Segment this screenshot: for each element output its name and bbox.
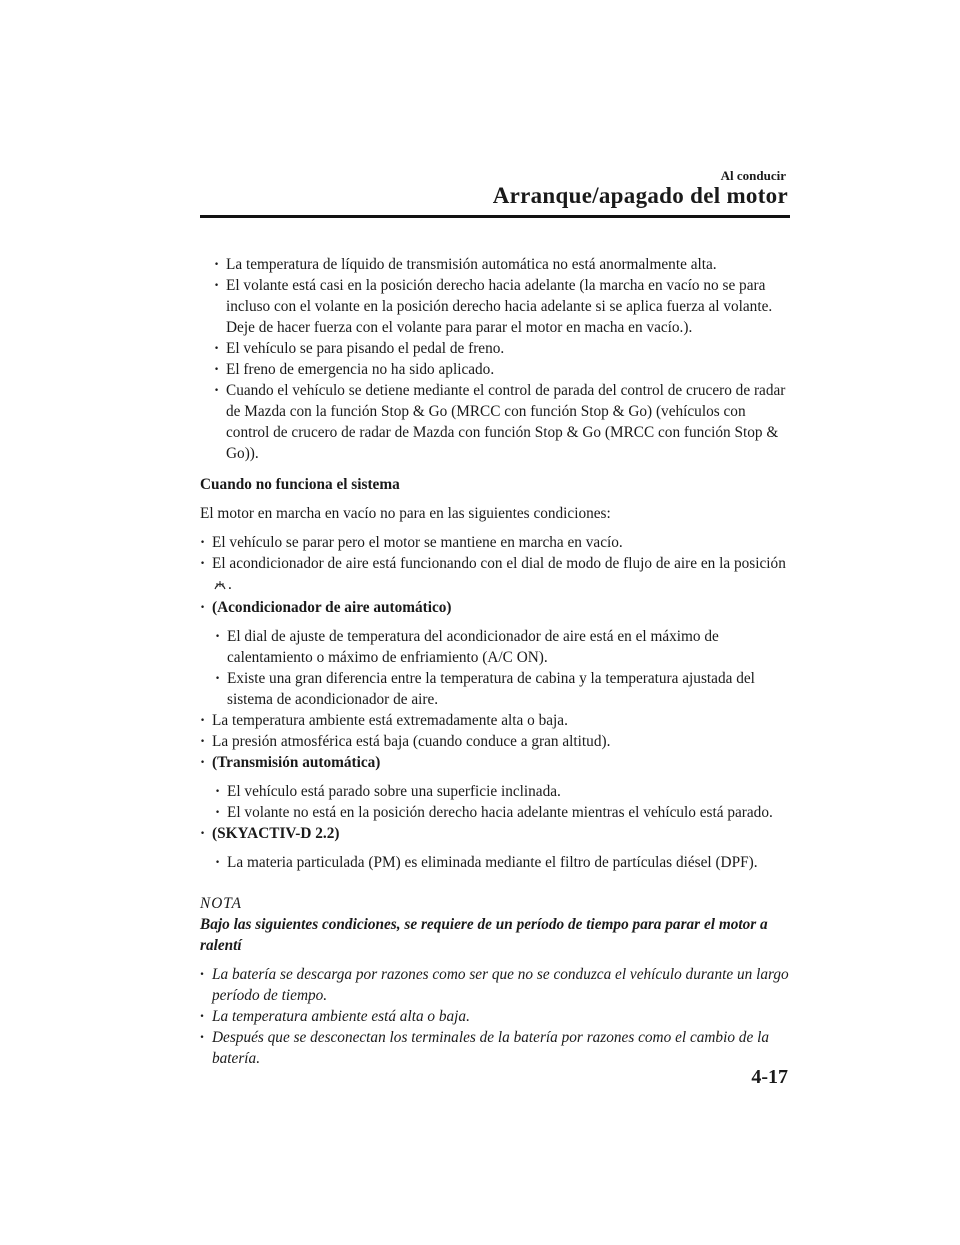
list-item-text: El acondicionador de aire está funcionando con el dial de modo de flujo de aire en la posición bbox=[212, 555, 786, 572]
list-item: · El volante está casi en la posición derecho hacia adelante (la marcha en vacío no se para incluso con el volante en la posición derecho hacia adelante si se aplica fuerza al volante. Deje de hacer fuerza con el volante para parar el motor en macha en vacío.). bbox=[226, 275, 792, 338]
page-content bbox=[200, 254, 792, 1069]
list-subitem: · La materia particulada (PM) es eliminada mediante el filtro de partículas diésel (DPF). bbox=[227, 852, 792, 873]
list-item: · La temperatura ambiente está extremadamente alta o baja. bbox=[212, 710, 792, 731]
list-item: · Cuando el vehículo se detiene mediante el control de parada del control de crucero de radar de Mazda con la función Stop & Go (MRCC con función Stop & Go) (vehículos con control de crucero de radar de Mazda con función Stop & Go (MRCC con función Stop & Go)). bbox=[226, 380, 792, 464]
header-divider bbox=[200, 215, 790, 218]
note-item: · La temperatura ambiente está alta o baja. bbox=[212, 1006, 792, 1027]
list-item: · El freno de emergencia no ha sido aplicado. bbox=[226, 359, 792, 380]
defroster-icon bbox=[213, 576, 227, 597]
list-subitem: · El volante no está en la posición derecho hacia adelante mientras el vehículo está parado. bbox=[227, 802, 792, 823]
list-item: · El vehículo se para pisando el pedal de freno. bbox=[226, 338, 792, 359]
section-label: Al conducir bbox=[720, 168, 786, 183]
section-heading: Cuando no funciona el sistema bbox=[200, 476, 400, 493]
list-subitem: · El dial de ajuste de temperatura del acondicionador de aire está en el máximo de calentamiento o máximo de enfriamiento (A/C ON). bbox=[227, 626, 792, 668]
list-subitem: · Existe una gran diferencia entre la temperatura de cabina y la temperatura ajustada del sistema de acondicionador de aire. bbox=[227, 668, 792, 710]
list-item bbox=[212, 553, 792, 597]
list-item-heading: · (SKYACTIV-D 2.2) bbox=[212, 823, 792, 844]
note-text: Bajo las siguientes condiciones, se requiere de un período de tiempo para parar el motor a ralentí bbox=[200, 916, 768, 954]
list-item-heading: · (Transmisión automática) bbox=[212, 752, 792, 773]
note-label: NOTA bbox=[200, 895, 242, 912]
list-item-heading: · (Acondicionador de aire automático) bbox=[212, 597, 792, 618]
note-item: · Después que se desconectan los terminales de la batería por razones como el cambio de la batería. bbox=[212, 1027, 792, 1069]
list-item: · El vehículo se parar pero el motor se mantiene en marcha en vacío. bbox=[212, 532, 792, 553]
page-number: 4-17 bbox=[751, 1066, 788, 1088]
note-item: · La batería se descarga por razones como ser que no se conduzca el vehículo durante un largo período de tiempo. bbox=[212, 964, 792, 1006]
list-item-text-end: . bbox=[228, 576, 232, 593]
list-item: · La temperatura de líquido de transmisión automática no está anormalmente alta. bbox=[226, 254, 792, 275]
page-title: Arranque/apagado del motor bbox=[492, 183, 788, 208]
list-subitem: · El vehículo está parado sobre una superficie inclinada. bbox=[227, 781, 792, 802]
section-intro: El motor en marcha en vacío no para en las siguientes condiciones: bbox=[200, 505, 611, 522]
list-item: · La presión atmosférica está baja (cuando conduce a gran altitud). bbox=[212, 731, 792, 752]
